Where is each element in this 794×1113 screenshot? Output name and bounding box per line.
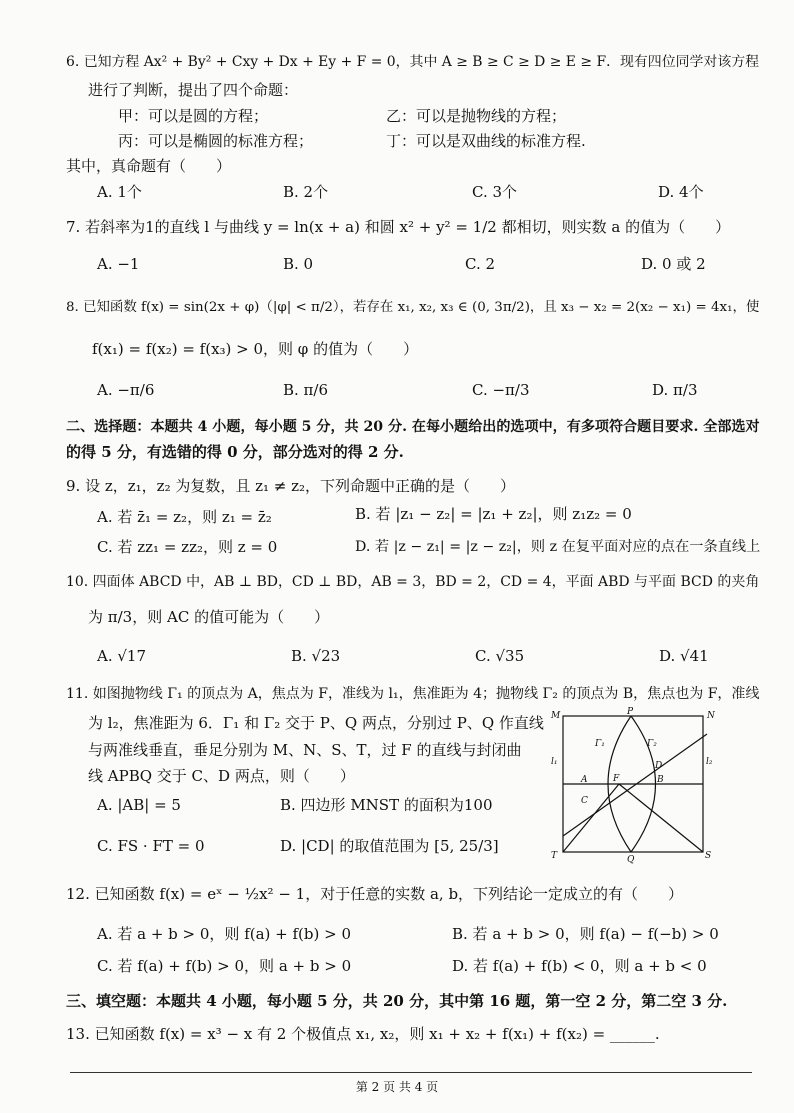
section2-heading-line1: 二、选择题：本题共 4 小题，每小题 5 分，共 20 分. 在每小题给出的选项中，有多项符合题目要求. 全部选对 xyxy=(66,419,760,435)
q11-option-c: C. FS · FT = 0 xyxy=(97,837,205,855)
q8-option-c: C. −π/3 xyxy=(472,381,530,399)
q11-stem-line3: 与两准线垂直，垂足分别为 M、N、S、T，过 F 的直线与封闭曲 xyxy=(88,741,522,759)
q8-option-b: B. π/6 xyxy=(283,381,329,399)
q11-parabola-figure xyxy=(545,706,725,866)
q6-proposition-ding: 丁：可以是双曲线的标准方程. xyxy=(386,132,586,150)
q10-stem-line1: 10. 四面体 ABCD 中，AB ⊥ BD，CD ⊥ BD，AB = 3，BD = 2，CD = 4，平面 ABD 与平面 BCD 的夹角 xyxy=(66,574,760,590)
q6-option-c: C. 3个 xyxy=(472,183,518,201)
q7-option-c: C. 2 xyxy=(465,255,496,273)
label-m: M xyxy=(551,711,561,721)
q12-option-b: B. 若 a + b > 0，则 f(a) − f(−b) > 0 xyxy=(452,925,719,943)
q11-option-a: A. |AB| = 5 xyxy=(97,796,181,814)
footer-rule xyxy=(70,1072,752,1073)
q8-stem-line2: f(x₁) = f(x₂) = f(x₃) > 0，则 φ 的值为（ ） xyxy=(92,340,419,358)
label-gamma1: Γ₁ xyxy=(595,739,605,749)
q6-proposition-yi: 乙：可以是抛物线的方程； xyxy=(386,107,567,125)
q6-stem-line5: 其中，真命题有（ ） xyxy=(66,157,232,175)
label-c: C xyxy=(581,796,588,806)
q12-option-d: D. 若 f(a) + f(b) < 0，则 a + b < 0 xyxy=(452,957,707,975)
label-q: Q xyxy=(627,855,635,865)
segment-fs xyxy=(619,784,703,852)
q6-option-d: D. 4个 xyxy=(658,183,704,201)
q6-proposition-jia: 甲：可以是圆的方程； xyxy=(118,107,269,125)
q8-stem-line1: 8. 已知函数 f(x) = sin(2x + φ)（|φ| < π/2），若存在 x₁, x₂, x₃ ∈ (0, 3π/2)，且 x₃ − x₂ = 2(x₂ − x₁) = 4x₁，使 xyxy=(66,300,760,315)
q7-option-b: B. 0 xyxy=(283,255,314,273)
label-s: S xyxy=(705,851,712,861)
page-number: 第 2 页 共 4 页 xyxy=(355,1080,439,1094)
q11-stem-line4: 线 APBQ 交于 C、D 两点，则（ ） xyxy=(88,767,355,785)
q11-option-d: D. |CD| 的取值范围为 [5, 25/3] xyxy=(280,837,499,855)
section2-heading-line2: 的得 5 分，有选错的得 0 分，部分选对的得 2 分. xyxy=(66,443,404,461)
q6-stem-line1: 6. 已知方程 Ax² + By² + Cxy + Dx + Ey + F = 0，其中 A ≥ B ≥ C ≥ D ≥ E ≥ F．现有四位同学对该方程 xyxy=(66,54,760,70)
label-f: F xyxy=(613,774,620,784)
q10-option-d: D. √41 xyxy=(659,647,709,665)
label-b: B xyxy=(657,775,664,785)
q13-stem: 13. 已知函数 f(x) = x³ − x 有 2 个极值点 x₁, x₂，则 x₁ + x₂ + f(x₁) + f(x₂) = ______. xyxy=(66,1025,660,1043)
label-t: T xyxy=(551,851,558,861)
line-through-f xyxy=(563,734,707,836)
section3-heading: 三、填空题：本题共 4 小题，每小题 5 分，共 20 分，其中第 16 题，第一空 2 分，第二空 3 分. xyxy=(66,992,728,1010)
q9-option-a: A. 若 z̄₁ = z₂，则 z₁ = z̄₂ xyxy=(97,508,272,526)
label-d: D xyxy=(655,761,663,771)
q6-option-b: B. 2个 xyxy=(283,183,329,201)
q8-option-a: A. −π/6 xyxy=(97,381,155,399)
q6-proposition-bing: 丙：可以是椭圆的标准方程； xyxy=(118,132,314,150)
q12-option-c: C. 若 f(a) + f(b) > 0，则 a + b > 0 xyxy=(97,957,352,975)
q9-option-d: D. 若 |z − z₁| = |z − z₂|，则 z 在复平面对应的点在一条直线上 xyxy=(355,539,761,555)
q11-stem-line1: 11. 如图抛物线 Γ₁ 的顶点为 A，焦点为 F，准线为 l₁，焦准距为 4；抛物线 Γ₂ 的顶点为 B，焦点也为 F，准线 xyxy=(66,686,760,702)
q10-option-c: C. √35 xyxy=(475,647,525,665)
q7-stem: 7. 若斜率为1的直线 l 与曲线 y = ln(x + a) 和圆 x² + y² = 1/2 都相切，则实数 a 的值为（ ） xyxy=(66,218,731,236)
label-l1: l₁ xyxy=(551,757,558,767)
label-p: P xyxy=(627,707,634,717)
q11-option-b: B. 四边形 MNST 的面积为100 xyxy=(280,796,493,814)
q12-stem: 12. 已知函数 f(x) = eˣ − ½x² − 1，对于任意的实数 a, b，下列结论一定成立的有（ ） xyxy=(66,885,684,903)
q7-option-d: D. 0 或 2 xyxy=(641,255,706,273)
q11-stem-line2: 为 l₂，焦准距为 6．Γ₁ 和 Γ₂ 交于 P、Q 两点，分别过 P、Q 作直线 xyxy=(88,714,544,732)
q9-option-b: B. 若 |z₁ − z₂| = |z₁ + z₂|，则 z₁z₂ = 0 xyxy=(355,505,632,523)
label-gamma2: Γ₂ xyxy=(647,739,657,749)
q10-option-a: A. √17 xyxy=(97,647,147,665)
q12-option-a: A. 若 a + b > 0，则 f(a) + f(b) > 0 xyxy=(97,925,352,943)
q9-option-c: C. 若 zz₁ = zz₂，则 z = 0 xyxy=(97,538,278,556)
q7-option-a: A. −1 xyxy=(97,255,140,273)
label-a: A xyxy=(581,775,588,785)
segment-ft xyxy=(563,784,619,852)
label-l2: l₂ xyxy=(706,757,713,767)
q10-option-b: B. √23 xyxy=(291,647,341,665)
q6-stem-line2: 进行了判断，提出了四个命题： xyxy=(88,81,299,99)
q6-option-a: A. 1个 xyxy=(97,183,142,201)
q10-stem-line2: 为 π/3，则 AC 的值可能为（ ） xyxy=(88,608,330,626)
q8-option-d: D. π/3 xyxy=(652,381,698,399)
q9-stem: 9. 设 z，z₁，z₂ 为复数，且 z₁ ≠ z₂，下列命题中正确的是（ ） xyxy=(66,477,516,495)
label-n: N xyxy=(707,711,715,721)
